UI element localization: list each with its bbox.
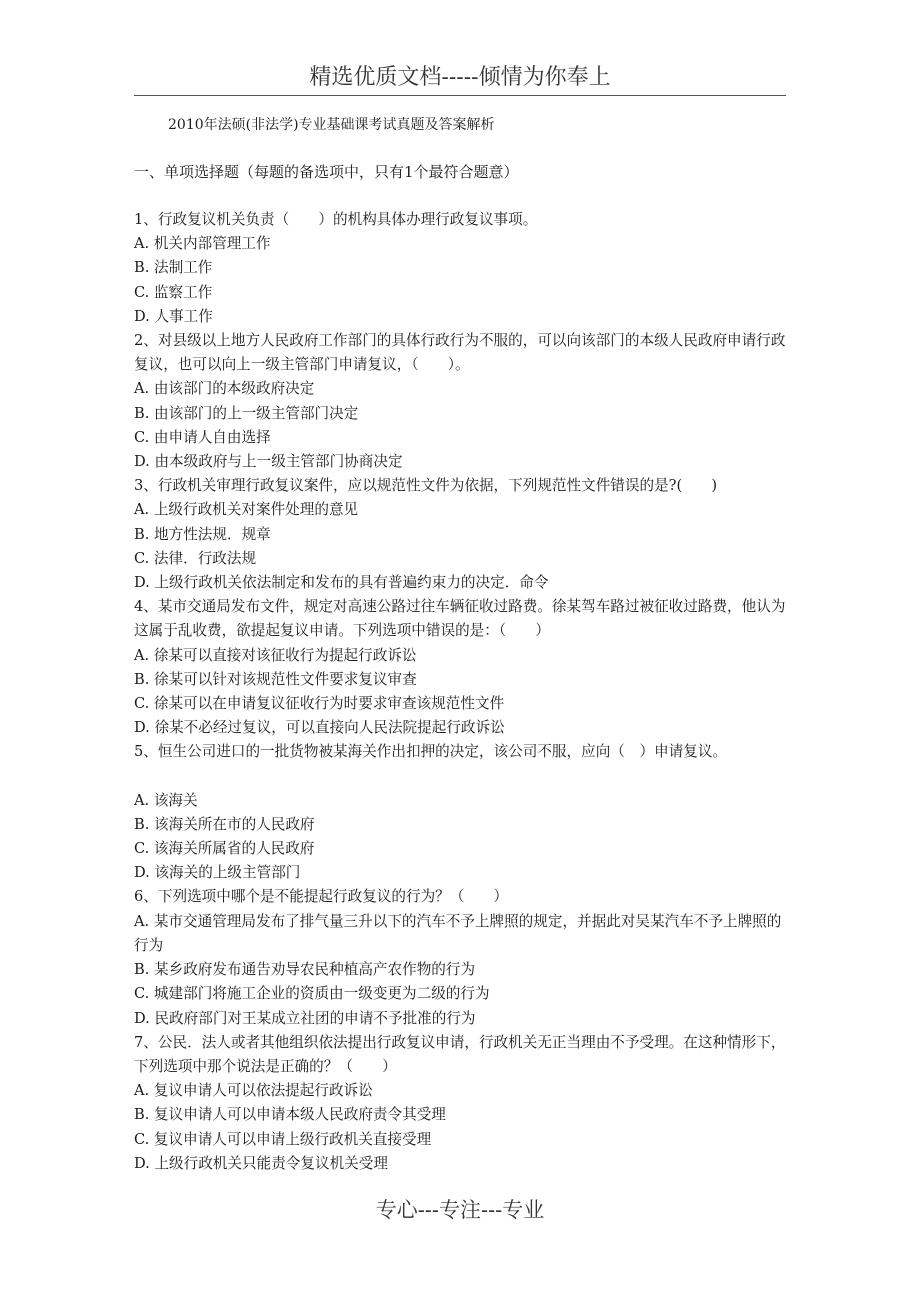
option-a: A. 该海关 [134,791,198,809]
option-list [134,377,786,474]
question-1 [134,208,786,329]
header-divider [134,95,786,96]
page-header: 精选优质文档-----倾情为你奉上 [309,65,611,90]
question-stem: 7、公民．法人或者其他组织依法提出行政复议申请，行政机关无正当理由不予受理。在这种情形下，下列选项中那个说法是正确的？（ ） [134,1033,786,1075]
option-d: D. 民政府部门对王某成立社团的申请不予批准的行为 [134,1009,476,1027]
option-d: D. 徐某不必经过复议，可以直接向人民法院提起行政诉讼 [134,719,505,737]
option-b: B. 某乡政府发布通告劝导农民种植高产农作物的行为 [134,961,476,979]
option-list [134,232,786,329]
option-b: B. 该海关所在市的人民政府 [134,815,315,833]
option-a: A. 复议申请人可以依法提起行政诉讼 [134,1082,373,1100]
option-b: B. 徐某可以针对该规范性文件要求复议审查 [134,670,417,688]
option-b: B. 由该部门的上一级主管部门决定 [134,404,359,422]
question-stem: 6、下列选项中哪个是不能提起行政复议的行为？（ ） [134,888,509,906]
option-a: A. 由该部门的本级政府决定 [134,380,315,398]
question-3 [134,474,786,595]
page-footer: 专心---专注---专业 [375,1198,545,1222]
option-c: C. 由申请人自由选择 [134,428,271,446]
question-stem: 2、对县级以上地方人民政府工作部门的具体行政行为不服的，可以向该部门的本级人民政府申请行政复议，也可以向上一级主管部门申请复议，（ ）。 [134,332,786,374]
option-d: D. 上级行政机关依法制定和发布的具有普遍约束力的决定．命令 [134,574,549,592]
option-b: B. 复议申请人可以申请本级人民政府责令其受理 [134,1106,446,1124]
option-c: C. 城建部门将施工企业的资质由一级变更为二级的行为 [134,985,490,1003]
option-list [134,910,786,1031]
question-stem: 4、某市交通局发布文件，规定对高速公路过往车辆征收过路费。徐某驾车路过被征收过路费，他认为这属于乱收费，欲提起复议申请。下列选项中错误的是：（ ） [134,598,786,640]
option-list [134,644,786,741]
question-2 [134,329,786,474]
option-list [134,498,786,595]
option-a: A. 某市交通管理局发布了排气量三升以下的汽车不予上牌照的规定，并据此对吴某汽车不予上牌照的行为 [134,912,782,954]
option-d: D. 由本级政府与上一级主管部门协商决定 [134,453,403,471]
option-b: B. 法制工作 [134,259,213,277]
option-d: D. 该海关的上级主管部门 [134,864,301,882]
option-b: B. 地方性法规．规章 [134,525,271,543]
section-heading: 一、单项选择题（每题的备选项中，只有1个最符合题意） [134,163,519,181]
option-c: C. 监察工作 [134,283,213,301]
document-title: 2010年法硕(非法学)专业基础课考试真题及答案解析 [168,117,495,133]
question-stem: 1、行政复议机关负责（ ）的机构具体办理行政复议事项。 [134,211,538,228]
option-c: C. 徐某可以在申请复议征收行为时要求审查该规范性文件 [134,695,505,713]
question-list [134,208,786,1176]
question-stem: 3、行政机关审理行政复议案件，应以规范性文件为依据，下列规范性文件错误的是?( ) [134,477,718,495]
question-6 [134,885,786,1030]
option-list [134,789,786,886]
option-c: C. 复议申请人可以申请上级行政机关直接受理 [134,1130,432,1148]
question-4 [134,595,786,740]
option-d: D. 上级行政机关只能责令复议机关受理 [134,1154,388,1172]
option-a: A. 上级行政机关对案件处理的意见 [134,501,359,519]
question-stem: 5、恒生公司进口的一批货物被某海关作出扣押的决定，该公司不服，应向（ ）申请复议。 [134,743,728,761]
option-a: A. 机关内部管理工作 [134,235,271,253]
option-list [134,1079,786,1176]
option-c: C. 法律．行政法规 [134,549,257,567]
question-7 [134,1031,786,1176]
question-5 [134,740,786,885]
option-d: D. 人事工作 [134,307,213,325]
option-c: C. 该海关所属省的人民政府 [134,840,315,858]
option-a: A. 徐某可以直接对该征收行为提起行政诉讼 [134,646,417,664]
